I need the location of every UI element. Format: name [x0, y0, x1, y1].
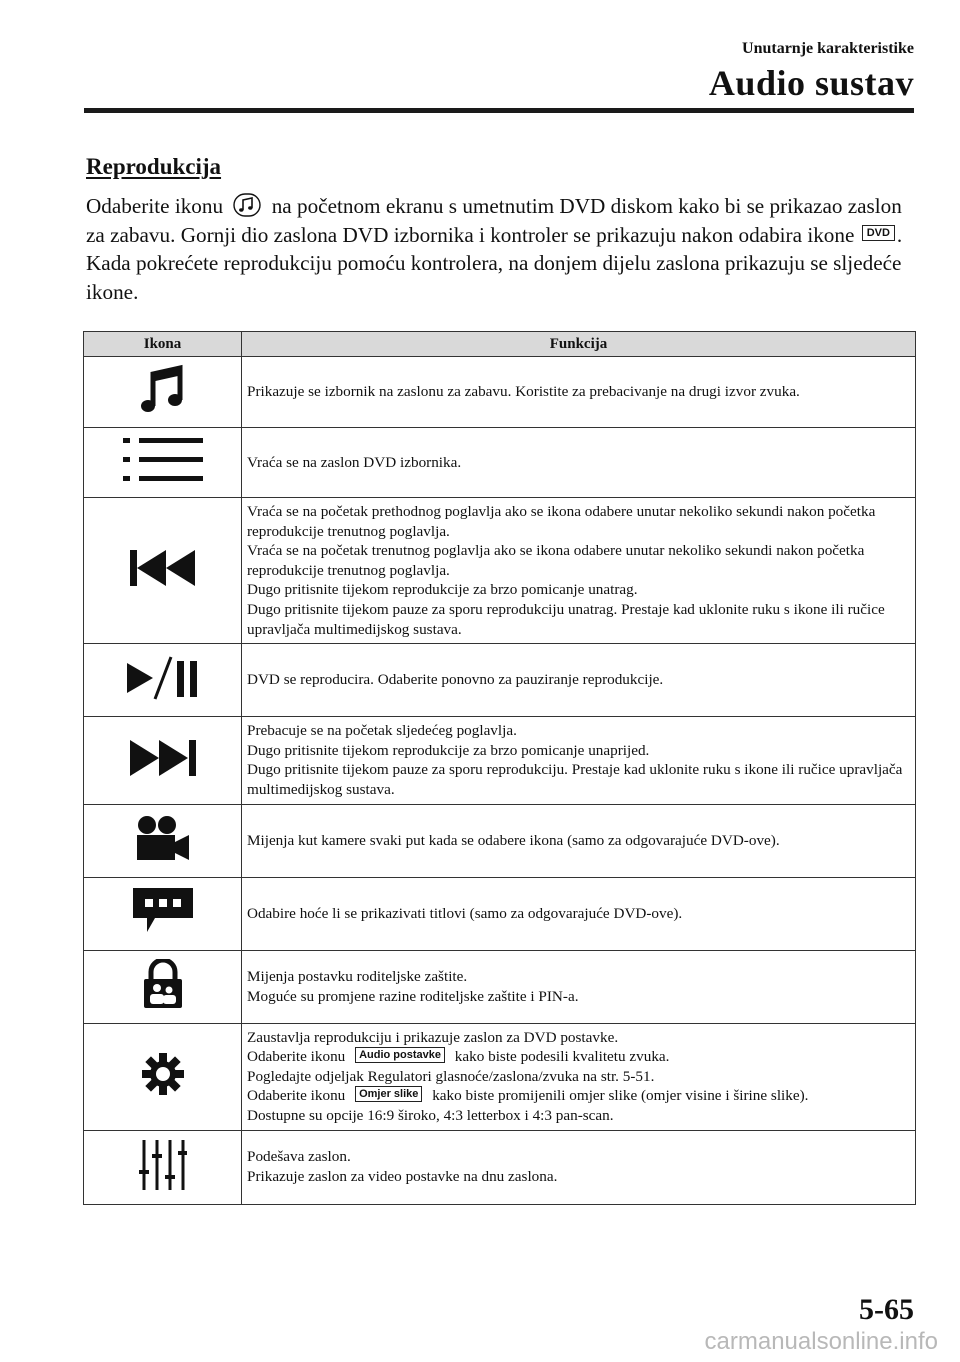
function-cell	[242, 357, 916, 428]
table-row	[84, 357, 916, 428]
intro-p1-body: na početnom ekranu s umetnutim DVD diskom kako bi se prikazao zaslon za zabavu. Gornji dio zaslona DVD izbornika i kontroler se prikazuju nakon odabira ikone	[86, 194, 902, 247]
function-text: Mijenja postavku roditeljske zaštite.	[247, 967, 468, 985]
table-row	[84, 804, 916, 877]
function-text: Vraća se na zaslon DVD izbornika.	[247, 453, 462, 471]
function-text	[247, 1047, 909, 1067]
function-cell	[242, 877, 916, 950]
function-text: Mijenja kut kamere svaki put kada se odabere ikona (samo za odgovarajuće DVD-ove).	[247, 831, 780, 849]
aspect-ratio-button: Omjer slike	[355, 1086, 422, 1102]
function-text-part: Odaberite ikonu	[247, 1087, 346, 1105]
function-text: Vraća se na početak trenutnog poglavlja ako se ikona odabere unutar nekoliko sekundi nakon početka reprodukcije trenutnog poglavlja.	[247, 542, 865, 579]
table-row	[84, 950, 916, 1023]
function-cell	[242, 804, 916, 877]
intro-p1-end: .	[896, 222, 903, 247]
function-text: Prebacuje se na početak sljedećeg poglavlja.	[247, 722, 517, 740]
audio-settings-button: Audio postavke	[355, 1047, 445, 1063]
intro-p1-start: Odaberite ikonu	[86, 194, 224, 218]
function-text-part: kako biste promijenili omjer slike (omjer visine i širine slike).	[432, 1087, 809, 1105]
function-text: Dugo pritisnite tijekom reprodukcije za brzo pomicanje unaprijed.	[247, 741, 650, 759]
icon-cell	[84, 357, 242, 428]
header-rule	[84, 108, 914, 113]
settings-gear-icon	[141, 1052, 185, 1096]
function-text: Dugo pritisnite tijekom pauze za sporu reprodukciju unatrag. Prestaje kad uklonite ruku s ikone ili ručice upravljača multimedijskog sustava.	[247, 600, 885, 638]
column-header-icon: Ikona	[84, 332, 242, 357]
function-text: Dostupne su opcije 16:9 široko, 4:3 letterbox i 4:3 pan-scan.	[247, 1106, 614, 1124]
function-text: Zaustavlja reprodukciju i prikazuje zaslon za DVD postavke.	[247, 1028, 619, 1046]
intro-text	[86, 192, 918, 306]
table-row	[84, 644, 916, 717]
icon-cell	[84, 1023, 242, 1130]
subtitles-icon	[133, 888, 193, 934]
list-menu-icon	[123, 437, 203, 483]
table-header-row	[84, 332, 916, 357]
music-note-icon	[138, 364, 188, 416]
skip-previous-icon	[130, 550, 196, 586]
function-text: Prikazuje se izbornik na zaslonu za zabavu. Koristite za prebacivanje na drugi izvor zvuka.	[247, 383, 800, 401]
function-text-part: kako biste podesili kvalitetu zvuka.	[454, 1048, 670, 1066]
running-header-section: Unutarnje karakteristike	[742, 40, 914, 57]
function-text: Pogledajte odjeljak Regulatori glasnoće/zaslona/zvuka na str. 5-51.	[247, 1067, 655, 1085]
function-cell	[242, 1130, 916, 1204]
dvd-key: DVD	[862, 225, 895, 241]
function-cell	[242, 428, 916, 498]
section-heading: Reprodukcija	[86, 154, 222, 179]
function-text: Dugo pritisnite tijekom pauze za sporu reprodukciju. Prestaje kad uklonite ruku s ikone ili ručice upravljača multimedijskog sustava.	[247, 761, 903, 798]
table-row	[84, 877, 916, 950]
function-table	[83, 331, 916, 1205]
music-note-icon	[232, 193, 262, 217]
function-cell	[242, 644, 916, 717]
icon-cell	[84, 877, 242, 950]
icon-cell	[84, 498, 242, 644]
table-row	[84, 717, 916, 804]
watermark: carmanualsonline.info	[704, 1328, 938, 1355]
function-text: DVD se reproducira. Odaberite ponovno za pauziranje reprodukcije.	[247, 671, 664, 689]
function-cell	[242, 717, 916, 804]
page-number: 5-65	[859, 1293, 914, 1326]
equalizer-sliders-icon	[139, 1140, 187, 1190]
function-text	[247, 1086, 909, 1106]
skip-next-icon	[130, 740, 196, 776]
icon-cell	[84, 717, 242, 804]
function-text: Odabire hoće li se prikazivati titlovi (samo za odgovarajuće DVD-ove).	[247, 904, 683, 922]
icon-cell	[84, 950, 242, 1023]
intro-paragraph-1	[86, 192, 918, 249]
intro-paragraph-2: Kada pokrećete reprodukciju pomoću kontrolera, na donjem dijelu zaslona prikazuju se sljedeće ikone.	[86, 251, 902, 304]
play-pause-icon	[127, 655, 199, 701]
function-cell	[242, 498, 916, 644]
parental-lock-icon	[141, 959, 185, 1009]
function-text: Podešava zaslon.	[247, 1148, 351, 1166]
table-row	[84, 428, 916, 498]
function-cell	[242, 950, 916, 1023]
function-cell	[242, 1023, 916, 1130]
table-row	[84, 498, 916, 644]
table-row	[84, 1130, 916, 1204]
table-row	[84, 1023, 916, 1130]
icon-cell	[84, 1130, 242, 1204]
icon-cell	[84, 428, 242, 498]
icon-cell	[84, 644, 242, 717]
camera-angle-icon	[135, 814, 191, 862]
function-text: Prikazuje zaslon za video postavke na dnu zaslona.	[247, 1168, 558, 1185]
icon-cell	[84, 804, 242, 877]
running-header-title: Audio sustav	[708, 63, 914, 103]
column-header-function: Funkcija	[242, 332, 916, 357]
function-text: Moguće su promjene razine roditeljske zaštite i PIN-a.	[247, 987, 579, 1005]
function-text: Vraća se na početak prethodnog poglavlja ako se ikona odabere unutar nekoliko sekundi nakon početka reprodukcije trenutnog poglavlja.	[247, 503, 876, 540]
function-text-part: Odaberite ikonu	[247, 1048, 346, 1066]
function-text: Dugo pritisnite tijekom reprodukcije za brzo pomicanje unatrag.	[247, 581, 638, 599]
